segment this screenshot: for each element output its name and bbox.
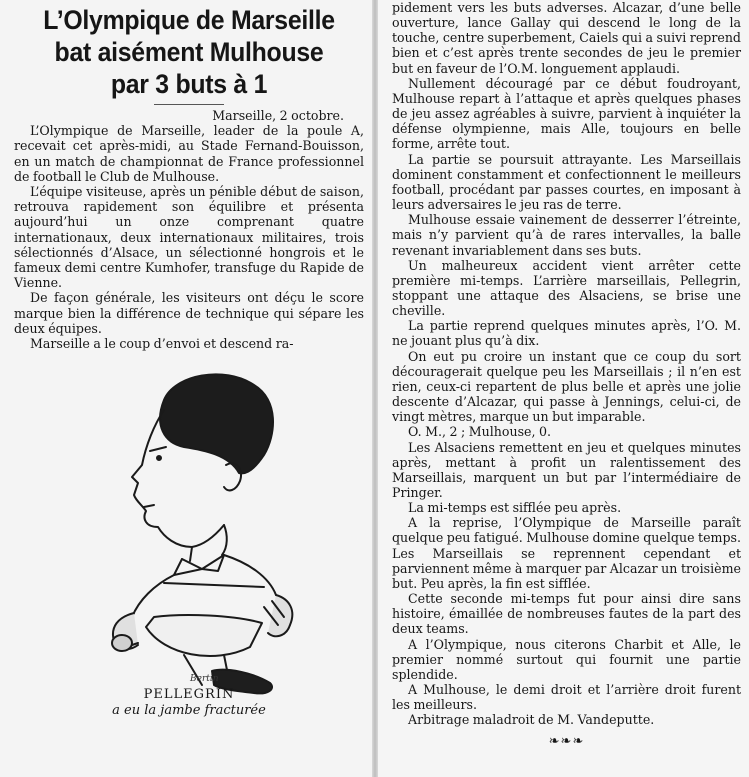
end-ornament: ❧❧❧ — [548, 733, 585, 749]
headline-rule — [154, 104, 224, 105]
right-paragraph: Un malheureux accident vient arrêter cette première mi-temps. L’arrière marseillais, Pellegrin, stoppant une attaque des Alsaciens, se brise une cheville. — [392, 257, 741, 319]
score-line: O. M., 2 ; Mulhouse, 0. — [408, 424, 552, 440]
illustration-signature: Bertin — [190, 674, 219, 685]
headline-line-3: par 3 buts à 1 — [110, 69, 268, 99]
right-paragraph: La mi-temps est sifflée peu après. — [408, 500, 622, 516]
left-paragraph: Marseille a le coup d’envoi et descend ra- — [30, 336, 294, 352]
left-paragraph: L’Olympique de Marseille, leader de la poule A, recevait cet après-midi, au Stade Fernand-Bouisson, en un match de championnat de France professionnel de football le Club de Mulhouse. — [14, 123, 364, 184]
left-column — [0, 0, 372, 777]
right-paragraph: Arbitrage maladroit de M. Vandeputte. — [408, 712, 655, 728]
right-paragraph: Les Alsaciens remettent en jeu et quelques minutes après, mettant à profit un ralentissement des Marseillais, marquent un but par l’intermédiaire de Pringer. — [392, 439, 741, 500]
right-paragraph: La partie se poursuit attrayante. Les Marseillais dominent constamment et confectionnent le meilleurs football, procédant par passes courtes, en imposant à leurs adversaires le jeu ras de terre. — [392, 151, 741, 213]
caption-text: a eu la jambe fracturée — [112, 703, 266, 719]
right-paragraph: A l’Olympique, nous citerons Charbit et Alle, le premier nommé surtout qui fournit une partie splendide. — [392, 636, 741, 682]
caricature-illustration — [14, 355, 364, 719]
right-paragraph: On eut pu croire un instant que ce coup du sort découragerait quelque peu les Marseillais ; il n’en est rien, ceux-ci repartent de plus belle et après une jolie descente d’Alcazar, qui passe à Jennings, celui-ci, de vingt mètres, marque un but imparable. — [392, 348, 741, 425]
player-caricature-drawing — [14, 355, 364, 695]
headline-line-2: bat aisément Mulhouse — [54, 37, 324, 67]
right-column — [378, 0, 749, 777]
right-paragraph: A la reprise, l’Olympique de Marseille paraît quelque peu fatigué. Mulhouse domine quelque temps. Les Marseillais se reprennent cependant et parviennent même à marquer par Alcazar un troisième but. Peu après, la fin est sifflée. — [392, 515, 742, 591]
left-paragraph: L’équipe visiteuse, après un pénible début de saison, retrouva rapidement son équilibre et présenta aujourd’hui un onze comprenant quatre internationaux, deux internationaux militaires, trois sélectionnés d’Alsace, un sélectionné hongrois et le fameux demi centre Kumhofer, transfuge du Rapide de Vienne. — [14, 184, 364, 291]
headline-line-1: L’Olympique de Marseille — [43, 5, 335, 35]
right-paragraph: Mulhouse essaie vainement de desserrer l’étreinte, mais n’y parvient qu’à de rares intervalles, la balle revenant invariablement dans ses buts. — [392, 212, 741, 258]
dateline: Marseille, 2 octobre. — [212, 108, 344, 123]
caption-name: PELLEGRIN — [143, 687, 235, 703]
right-paragraph: Nullement découragé par ce début foudroyant, Mulhouse repart à l’attaque et après quelques phases de jeu assez agréables à suivre, parvient à inquiéter la défense olympienne, mais Alle, toujours en belle forme, arrête tout. — [392, 75, 741, 152]
left-paragraph: De façon générale, les visiteurs ont déçu le score marque bien la différence de technique qui sépare les deux équipes. — [14, 290, 364, 336]
right-paragraph: pidement vers les buts adverses. Alcazar, d’une belle ouverture, lance Gallay qui descend le long de la touche, centre superbement, Caiels qui a suivi reprend bien et c’est après trente secondes de jeu le premier but en faveur de l’O.M. longuement applaudi. — [392, 0, 741, 76]
headline — [28, 4, 350, 100]
right-paragraph: A Mulhouse, le demi droit et l’arrière droit furent les meilleurs. — [392, 682, 741, 713]
right-paragraph: La partie reprend quelques minutes après, l’O. M. ne jouant plus qu’à dix. — [392, 318, 741, 349]
right-paragraph: Cette seconde mi-temps fut pour ainsi dire sans histoire, émaillée de nombreuses fautes de la part des deux teams. — [392, 591, 741, 637]
